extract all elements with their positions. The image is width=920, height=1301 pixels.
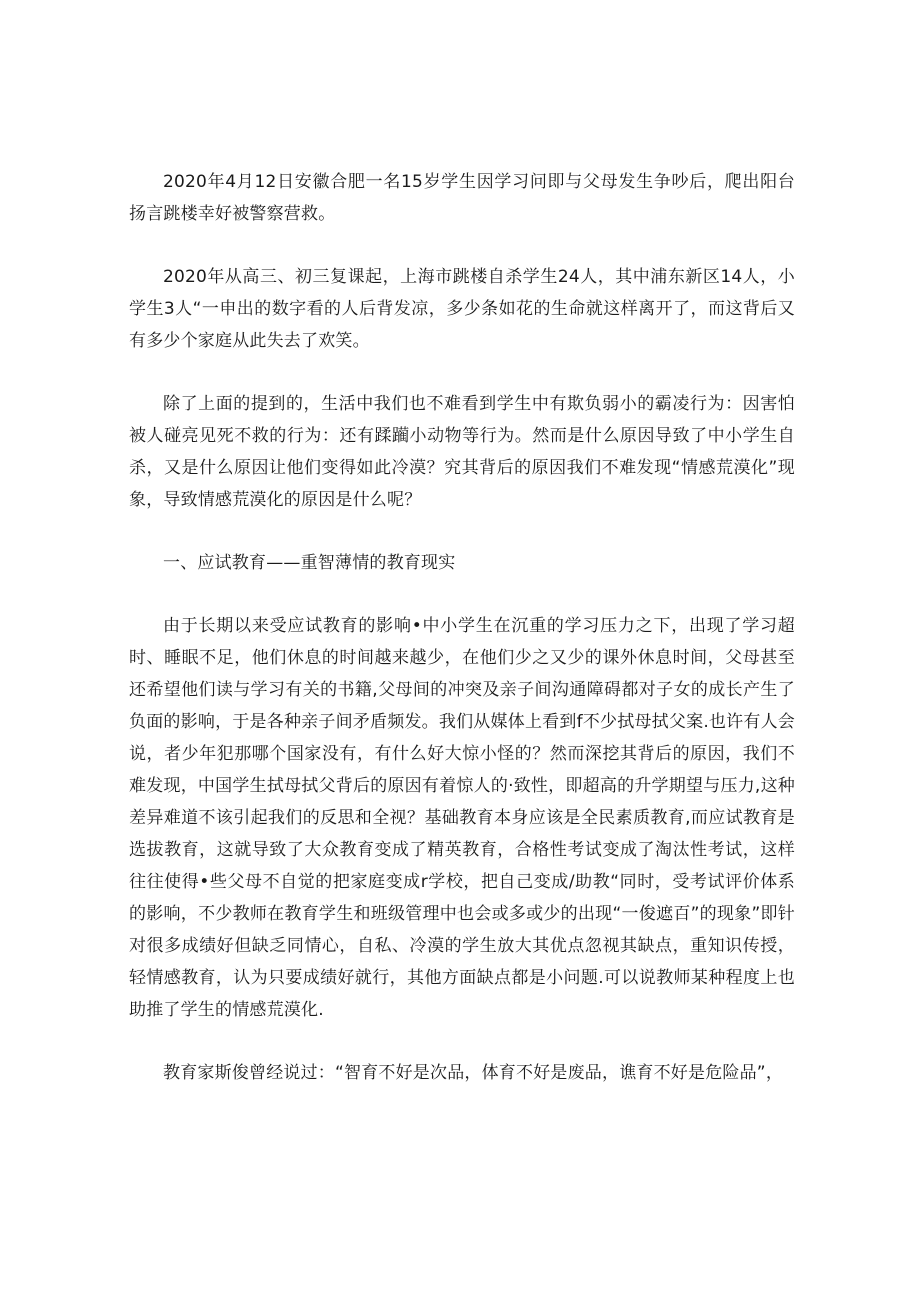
document-body [129, 166, 795, 1120]
paragraph-shanghai-statistics: 2020年从高三、初三复课起，上海市跳楼自杀学生24人，其中浦东新区14人，小学生3人“一申出的数字看的人后背发凉，多少条如花的生命就这样离开了，而这背后又有多少个家庭从此失去了欢笑。 [129, 267, 795, 351]
paragraph-hefei-incident: 2020年4月12日安徽合肥一名15岁学生因学习问即与父母发生争吵后，爬出阳台扬言跳楼幸好被警察营救。 [129, 172, 795, 224]
paragraph-emotional-desertification: 除了上面的提到的，生活中我们也不难看到学生中有欺负弱小的霸凌行为：因害怕被人碰亮见死不救的行为：还有蹂躏小动物等行为。然而是什么原因导致了中小学生自杀，又是什么原因让他们变得如此冷漠？究其背后的原因我们不难发现“情感荒漠化”现象，导致情感荒漠化的原因是什么呢？ [129, 394, 795, 510]
section-heading-exam-oriented-education: 一、应试教育——重智薄情的教育现实 [163, 553, 456, 573]
paragraph-educator-quote: 教育家斯俊曾经说过：“智育不好是次品，体育不好是废品，谯育不好是危险品”， [163, 1063, 784, 1083]
paragraph-exam-pressure: 由于长期以来受应试教育的影响•中小学生在沉重的学习压力之下，出现了学习超时、睡眠不足，他们休息的时间越来越少，在他们少之又少的课外休息时间，父母甚至还希望他们读与学习有关的书籍,父母间的冲突及亲子间沟通障碍都对子女的成长产生了负面的影响，于是各种亲子间矛盾频发。我们从媒体上看到f不少拭母拭父案.也许有人会说，者少年犯那哪个国家没有，有什么好大惊小怪的？然而深挖其背后的原因，我们不难发现，中国学生拭母拭父背后的原因有着惊人的·致性，即超高的升学期望与压力,这种差异难道不该引起我们的反思和全视？基础教育本身应该是全民素质教育,而应试教育是选拔教育，这就导致了大众教育变成了精英教育，合格性考试变成了淘汰性考试，这样往往使得•些父母不自觉的把家庭变成r学校，把自己变成/助教“同时，受考试评价体系的影响，不少教师在教育学生和班级管理中也会或多或少的出现“一俊遮百”的现象”即针对很多成绩好但缺乏同情心，自私、冷漠的学生放大其优点忽视其缺点，重知识传授，轻情感教育，认为只要成绩好就行，其他方面缺点都是小问题.可以说教师某种程度上也助推了学生的情感荒漠化. [129, 616, 795, 1020]
